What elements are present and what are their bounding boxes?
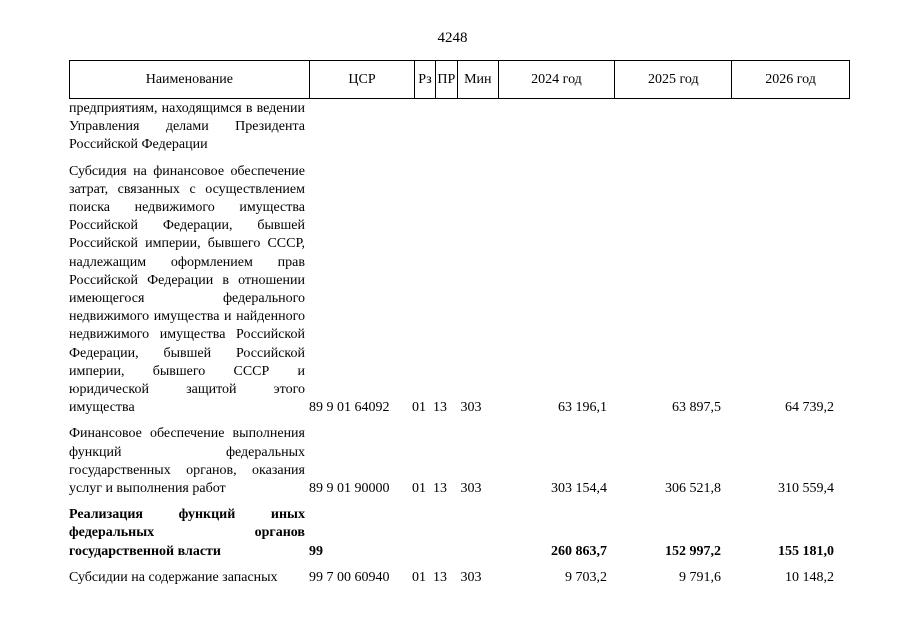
table-header [69,60,850,99]
row-2026: 310 559,4 [778,481,834,497]
row-rz: 01 [412,481,426,497]
row-2025: 9 791,6 [679,569,721,585]
table-row [69,569,850,587]
table-row [69,100,850,155]
row-2026: 10 148,2 [785,569,834,585]
row-min: 303 [460,481,482,497]
page-number: 4248 [437,30,468,46]
row-rz: 01 [412,400,426,416]
row-2025: 63 897,5 [672,400,721,416]
row-2026: 155 181,0 [778,543,834,559]
row-rz: 01 [412,569,426,585]
table-body [69,100,850,587]
row-2024: 9 703,2 [565,569,607,585]
row-name: Субсидия на финансовое обеспечение затрат, связанных с осуществлением поиска недвижимого имущества Российской Федерации, бывшей Российской империи, бывшего СССР, надлежащим оформлением прав Российской Федерации в отношении имеющегося федерального недвижимого имущества и найденного недвижимого имущества Российской Федерации, бывшей Российской империи, бывшего СССР и юридической защитой этого имущества [69,163,305,416]
row-csr: 99 [309,543,323,559]
table-row-section [69,506,850,561]
row-2024: 303 154,4 [551,481,607,497]
header-csr: ЦСР [309,61,415,99]
table-row [69,425,850,498]
row-2025: 306 521,8 [665,481,721,497]
row-2025: 152 997,2 [665,543,721,559]
row-2026: 64 739,2 [785,400,834,416]
row-2024: 63 196,1 [558,400,607,416]
row-pr: 13 [433,569,447,585]
header-2025: 2025 год [615,61,732,99]
header-name: Наименование [70,61,310,99]
header-2026: 2026 год [732,61,850,99]
row-name: Финансовое обеспечение выполнения функций федеральных государственных органов, оказания услуг и выполнения работ [69,426,305,497]
row-csr: 99 7 00 60940 [309,569,390,585]
row-2024: 260 863,7 [551,543,607,559]
row-pr: 13 [433,400,447,416]
header-pr: ПР [435,61,457,99]
row-name: предприятиям, находящимся в ведении Управления делами Президента Российской Федерации [69,101,305,153]
row-csr: 89 9 01 90000 [309,481,390,497]
row-csr: 89 9 01 64092 [309,400,390,416]
row-pr: 13 [433,481,447,497]
table-row [69,163,850,418]
header-rz: Рз [415,61,435,99]
row-min: 303 [460,400,482,416]
row-name: Субсидии на содержание запасных [69,569,278,585]
row-min: 303 [460,569,482,585]
header-2024: 2024 год [498,61,615,99]
row-name: Реализация функций иных федеральных органов государственной власти [69,507,305,559]
header-min: Мин [457,61,498,99]
